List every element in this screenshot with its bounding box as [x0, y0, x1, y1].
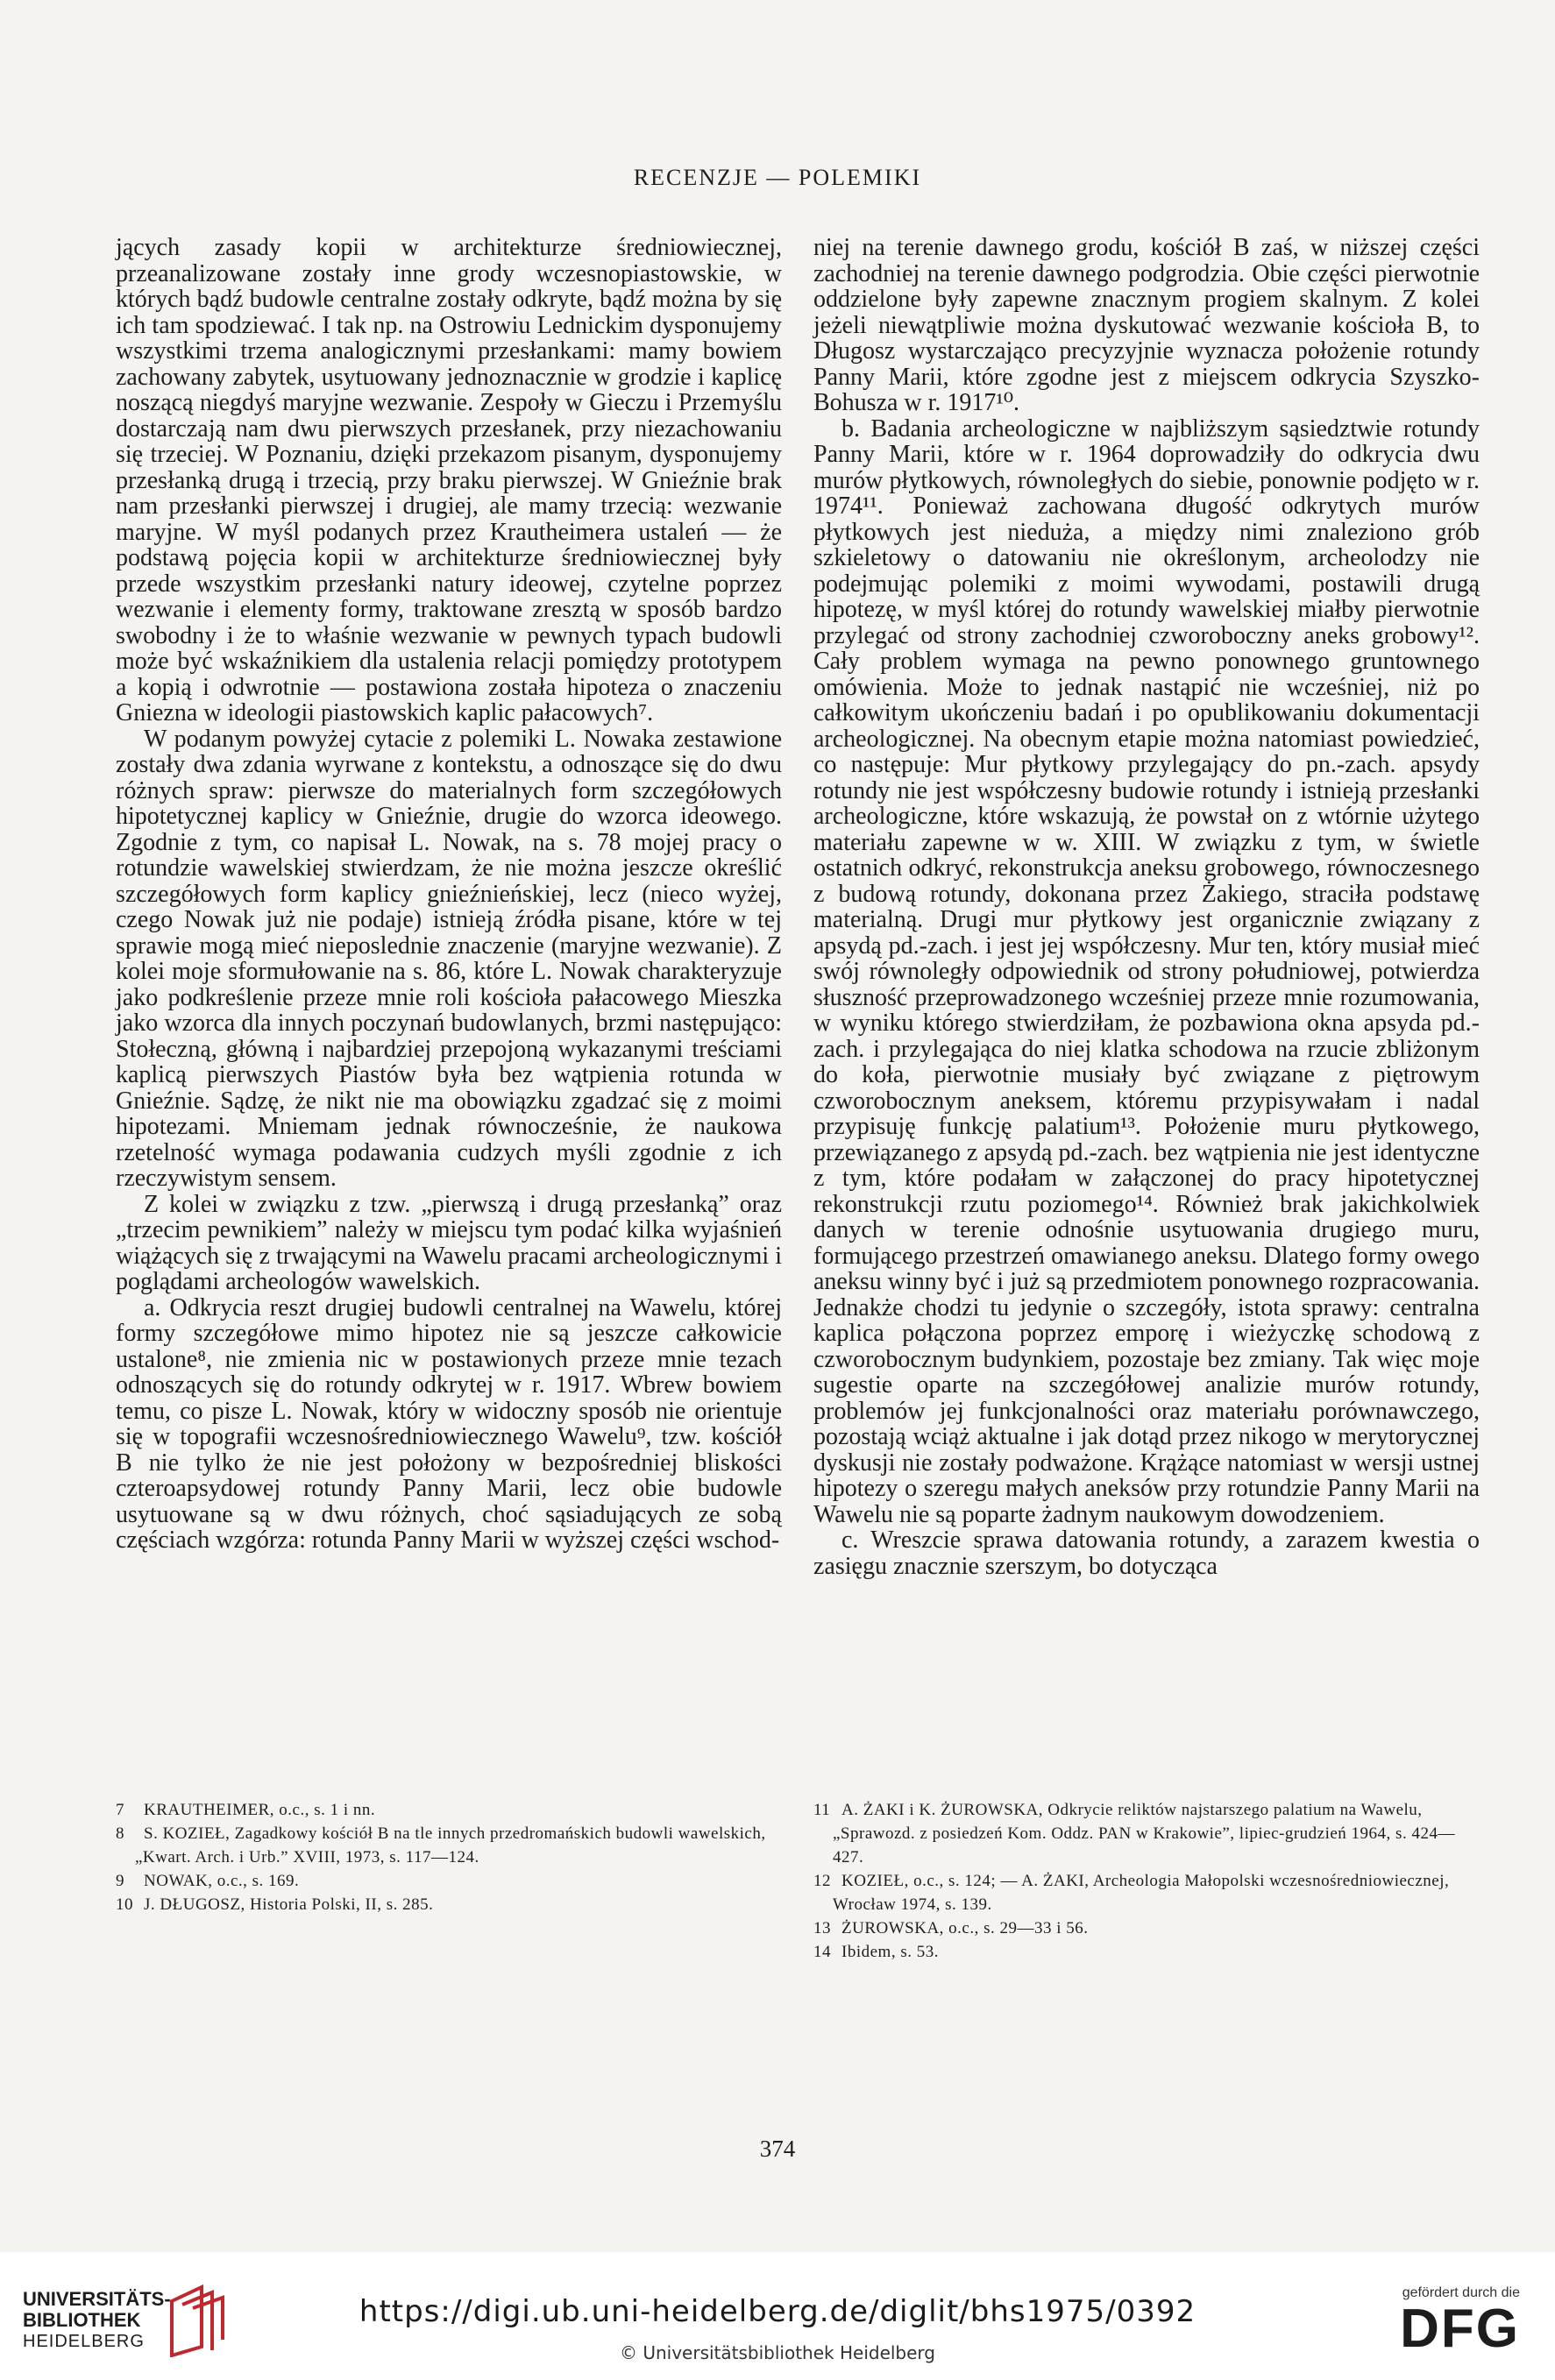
library-name-line2: BIBLIOTHEK: [23, 2309, 141, 2331]
footnote-text: KRAUTHEIMER, o.c., s. 1 i nn.: [144, 1801, 376, 1819]
footnote-text: S. KOZIEŁ, Zagadkowy kościół B na tle innych przedromańskich budowli wawelskich, „Kwart. Arch. i Urb.” XVIII, 1973, s. 117—124.: [135, 1824, 766, 1866]
dfg-logo-icon: DFG: [1400, 2299, 1520, 2359]
footnotes-right: [813, 1798, 1480, 1964]
footnote-text: A. ŻAKI i K. ŻUROWSKA, Odkrycie reliktów najstarszego palatium na Wawelu, „Sprawozd. z posiedzeń Kom. Oddz. PAN w Krakowie”, lipiec-grudzień 1964, s. 424—427.: [833, 1801, 1455, 1866]
library-name-line1: UNIVERSITÄTS-: [23, 2288, 171, 2310]
paragraph: Z kolei w związku z tzw. „pierwszą i drugą przesłanką” oraz „trzecim pewnikiem” należy w miejscu tym podać kilka wyjaśnień wiążących się z trwającymi na Wawelu pracami archeologicznymi i poglądami archeologów wawelskich.: [116, 1190, 782, 1295]
running-header: RECENZJE — POLEMIKI: [633, 165, 922, 190]
footnote-text: KOZIEŁ, o.c., s. 124; — A. ŻAKI, Archeologia Małopolski wczesnośredniowiecznej, Wrocław 1974, s. 139.: [833, 1872, 1450, 1914]
paragraph: a. Odkrycia reszt drugiej budowli centralnej na Wawelu, której formy szczegółowe mimo hipotez nie są jeszcze całkowicie ustalone⁸, nie zmienia nic w postawionych przeze mnie tezach odnoszących się do rotundy odkrytej w r. 1917. Wbrew bowiem temu, co pisze L. Nowak, który w widoczny sposób nie orientuje się w topografii wczesnośredniowiecznego Wawelu⁹, tzw. kościół B nie tylko że nie jest położony w bezpośredniej bliskości czteroapsydowej rotundy Panny Marii, lecz obie budowle usytuowane są w dwu różnych, choć sąsiadujących ze sobą częściach wzgórza: rotunda Panny Marii w wyższej części wschod-: [116, 1293, 782, 1554]
footnote: [813, 1869, 1480, 1916]
footnote: [116, 1893, 782, 1916]
footnote-text: Ibidem, s. 53.: [841, 1943, 939, 1961]
footnote-text: J. DŁUGOSZ, Historia Polski, II, s. 285.: [144, 1895, 434, 1914]
library-name-line3: HEIDELBERG: [23, 2332, 145, 2351]
footnote-number: 7: [116, 1801, 124, 1819]
footnote: [116, 1822, 782, 1869]
footnote-number: 11: [813, 1801, 831, 1819]
funding-note: gefördert durch die: [1402, 2285, 1520, 2300]
paragraph: b. Badania archeologiczne w najbliższym sąsiedztwie rotundy Panny Marii, które w r. 1964 doprowadziły do odkrycia dwu murów płytkowych, równoległych do siebie, ponownie podjęto w r. 1974¹¹. Ponieważ zachowana długość odkrytych murów płytkowych jest nieduża, a między nimi znaleziono grób szkieletowy o datowaniu nie określonym, archeolodzy nie podejmując polemiki z moimi wywodami, postawili drugą hipotezę, w myśl której do rotundy wawelskiej miałby pierwotnie przylegać od strony zachodniej czworoboczny aneks grobowy¹². Cały problem wymaga na pewno ponownego gruntownego omówienia. Może to jednak nastąpić nie wcześniej, niż po całkowitym ukończeniu badań i po opublikowaniu dokumentacji archeologicznej. Na obecnym etapie można natomiast powiedzieć, co następuje: Mur płytkowy przylegający do pn.-zach. apsydy rotundy nie jest współczesny budowie rotundy i istnieją przesłanki archeologiczne, które wskazują, że powstał on z wtórnie użytego materiału zapewne w w. XIII. W związku z tym, w świetle ostatnich odkryć, rekonstrukcja aneksu grobowego, równoczesnego z budową rotundy, dokonana przez Żakiego, straciła podstawę materialną. Drugi mur płytkowy jest organicznie związany z apsydą pd.-zach. i jest jej współczesny. Mur ten, który musiał mieć swój równoległy odpowiednik od strony południowej, potwierdza słuszność przeprowadzonego wcześniej przeze mnie rozumowania, w wyniku którego stwierdziłam, że pozbawiona okna apsyda pd.-zach. i przylegająca do niej klatka schodowa na rzucie zbliżonym do koła, pierwotnie musiały być związane z piętrowym czworobocznym aneksem, któremu przypisywałam i nadal przypisuję funkcję palatium¹³. Położenie muru płytkowego, przewiązanego z apsydą pd.-zach. bez wątpienia nie jest identyczne z tym, które podałam w załączonej do pracy hipotetycznej rekonstrukcji rzutu poziomego¹⁴. Również brak jakichkolwiek danych w terenie odnośnie usytuowania drugiego muru, formującego przestrzeń omawianego aneksu. Dlatego formy owego aneksu winny być i już są przedmiotem ponownego rozpracowania. Jednakże chodzi tu jedynie o szczegóły, istota sprawy: centralna kaplica połączona poprzez emporę i wieżyczkę schodową z czworobocznym budynkiem, pozostaje bez zmiany. Tak więc moje sugestie oparte na szczegółowej analizie murów rotundy, problemów jej funkcjonalności oraz materiału porównawczego, pozostają wciąż aktualne i jak dotąd przez nikogo w merytorycznej dyskusji nie zostały podważone. Krążące natomiast w wersji ustnej hipotezy o szeregu małych aneksów przy rotundzie Panny Marii na Wawelu nie są poparte żadnym naukowym dowodzeniem.: [813, 414, 1480, 1528]
viewer-footer: [0, 2252, 1555, 2380]
paragraph: jących zasady kopii w architekturze średniowiecznej, przeanalizowane zostały inne grody wczesnopiastowskie, w których bądź budowle centralne zostały odkryte, bądź można by się ich tam spodziewać. I tak np. na Ostrowiu Lednickim dysponujemy wszystkimi trzema analogicznymi przesłankami: mamy bowiem zachowany zabytek, usytuowany jednoznacznie w grodzie i kaplicę noszącą niegdyś maryjne wezwanie. Zespoły w Gieczu i Przemyślu dostarczają nam dwu pierwszych przesłanek, przy niezachowaniu się trzeciej. W Poznaniu, dzięki przekazom pisanym, dysponujemy przesłanką drugą i trzecią, przy braku pierwszej. W Gnieźnie brak nam przesłanki pierwszej i drugiej, ale mamy trzecią: wezwanie maryjne. W myśl podanych przez Krautheimera ustaleń — że podstawą pojęcia kopii w architekturze średniowiecznej były przede wszystkim przesłanki natury ideowej, czytelne poprzez wezwanie i elementy formy, traktowane zresztą w sposób bardzo swobodny i że to właśnie wezwanie w pewnych typach budowli może być wskaźnikiem dla ustalenia relacji pomiędzy prototypem a kopią i odwrotnie — postawiona została hipoteza o znaczeniu Gniezna w ideologii piastowskich kaplic pałacowych⁷.: [116, 234, 782, 726]
footnote-number: 14: [813, 1943, 831, 1961]
copyright-notice: © Universitätsbibliothek Heidelberg: [619, 2342, 935, 2363]
paragraph: c. Wreszcie sprawa datowania rotundy, a zarazem kwestia o zasięgu znacznie szerszym, bo dotycząca: [813, 1526, 1480, 1580]
paragraph: niej na terenie dawnego grodu, kościół B zaś, w niższej części zachodniej na terenie dawnego podgrodzia. Obie części pierwotnie oddzielone były zapewne znacznym progiem skalnym. Z kolei jeżeli niewątpliwie można dyskutować wezwanie kościoła B, to Długosz wystarczająco precyzyjnie wyznacza położenie rotundy Panny Marii, które zgodne jest z miejscem odkrycia Szyszko-Bohusza w r. 1917¹⁰.: [813, 234, 1480, 416]
right-text-column: [813, 235, 1480, 1579]
footnote: [116, 1869, 782, 1893]
page-number: 374: [759, 2136, 796, 2162]
footnote: [813, 1940, 1480, 1964]
footnote-text: ŻUROWSKA, o.c., s. 29—33 i 56.: [841, 1919, 1089, 1937]
footnotes-left: [116, 1798, 782, 1916]
footnote: [813, 1798, 1480, 1869]
left-text-column: [116, 235, 782, 1554]
footnote-number: 9: [116, 1872, 124, 1890]
dfg-funding: [1371, 2285, 1520, 2357]
permalink-url[interactable]: https://digi.ub.uni-heidelberg.de/diglit/bhs1975/0392: [359, 2294, 1196, 2329]
footnote-number: 13: [813, 1919, 831, 1937]
footnote-text: NOWAK, o.c., s. 169.: [144, 1872, 300, 1890]
paragraph: W podanym powyżej cytacie z polemiki L. Nowaka zestawione zostały dwa zdania wyrwane z kontekstu, a odnoszące się do dwu różnych spraw: pierwsze do materialnych form szczegółowych hipotetycznej kaplicy w Gnieźnie, drugie do wzorca ideowego. Zgodnie z tym, co napisał L. Nowak, na s. 78 mojej pracy o rotundzie wawelskiej stwierdzam, że nie można jeszcze określić szczegółowych form kaplicy gnieźnieńskiej, lecz (nieco wyżej, czego Nowak już nie podaje) istnieją źródła pisane, które w tej sprawie mogą mieć nieposlednie znaczenie (maryjne wezwanie). Z kolei moje sformułowanie na s. 86, które L. Nowak charakteryzuje jako podkreślenie przeze mnie roli kościoła pałacowego Mieszka jako wzorca dla innych poczynań budowlanych, brzmi następująco: Stołeczną, główną i najbardziej przepojoną wykazanymi treściami kaplicą pierwszych Piastów była bez wątpienia rotunda w Gnieźnie. Sądzę, że nikt nie ma obowiązku zgadzać się z moimi hipotezami. Mniemam jednak równocześnie, że naukowa rzetelność wymaga podawania cudzych myśli zgodnie z ich rzeczywistym sensem.: [116, 725, 782, 1192]
footnote-number: 10: [116, 1895, 133, 1914]
footnote: [116, 1798, 782, 1822]
footnote-number: 8: [116, 1824, 124, 1843]
footnote-number: 12: [813, 1872, 831, 1890]
footnote: [813, 1916, 1480, 1940]
